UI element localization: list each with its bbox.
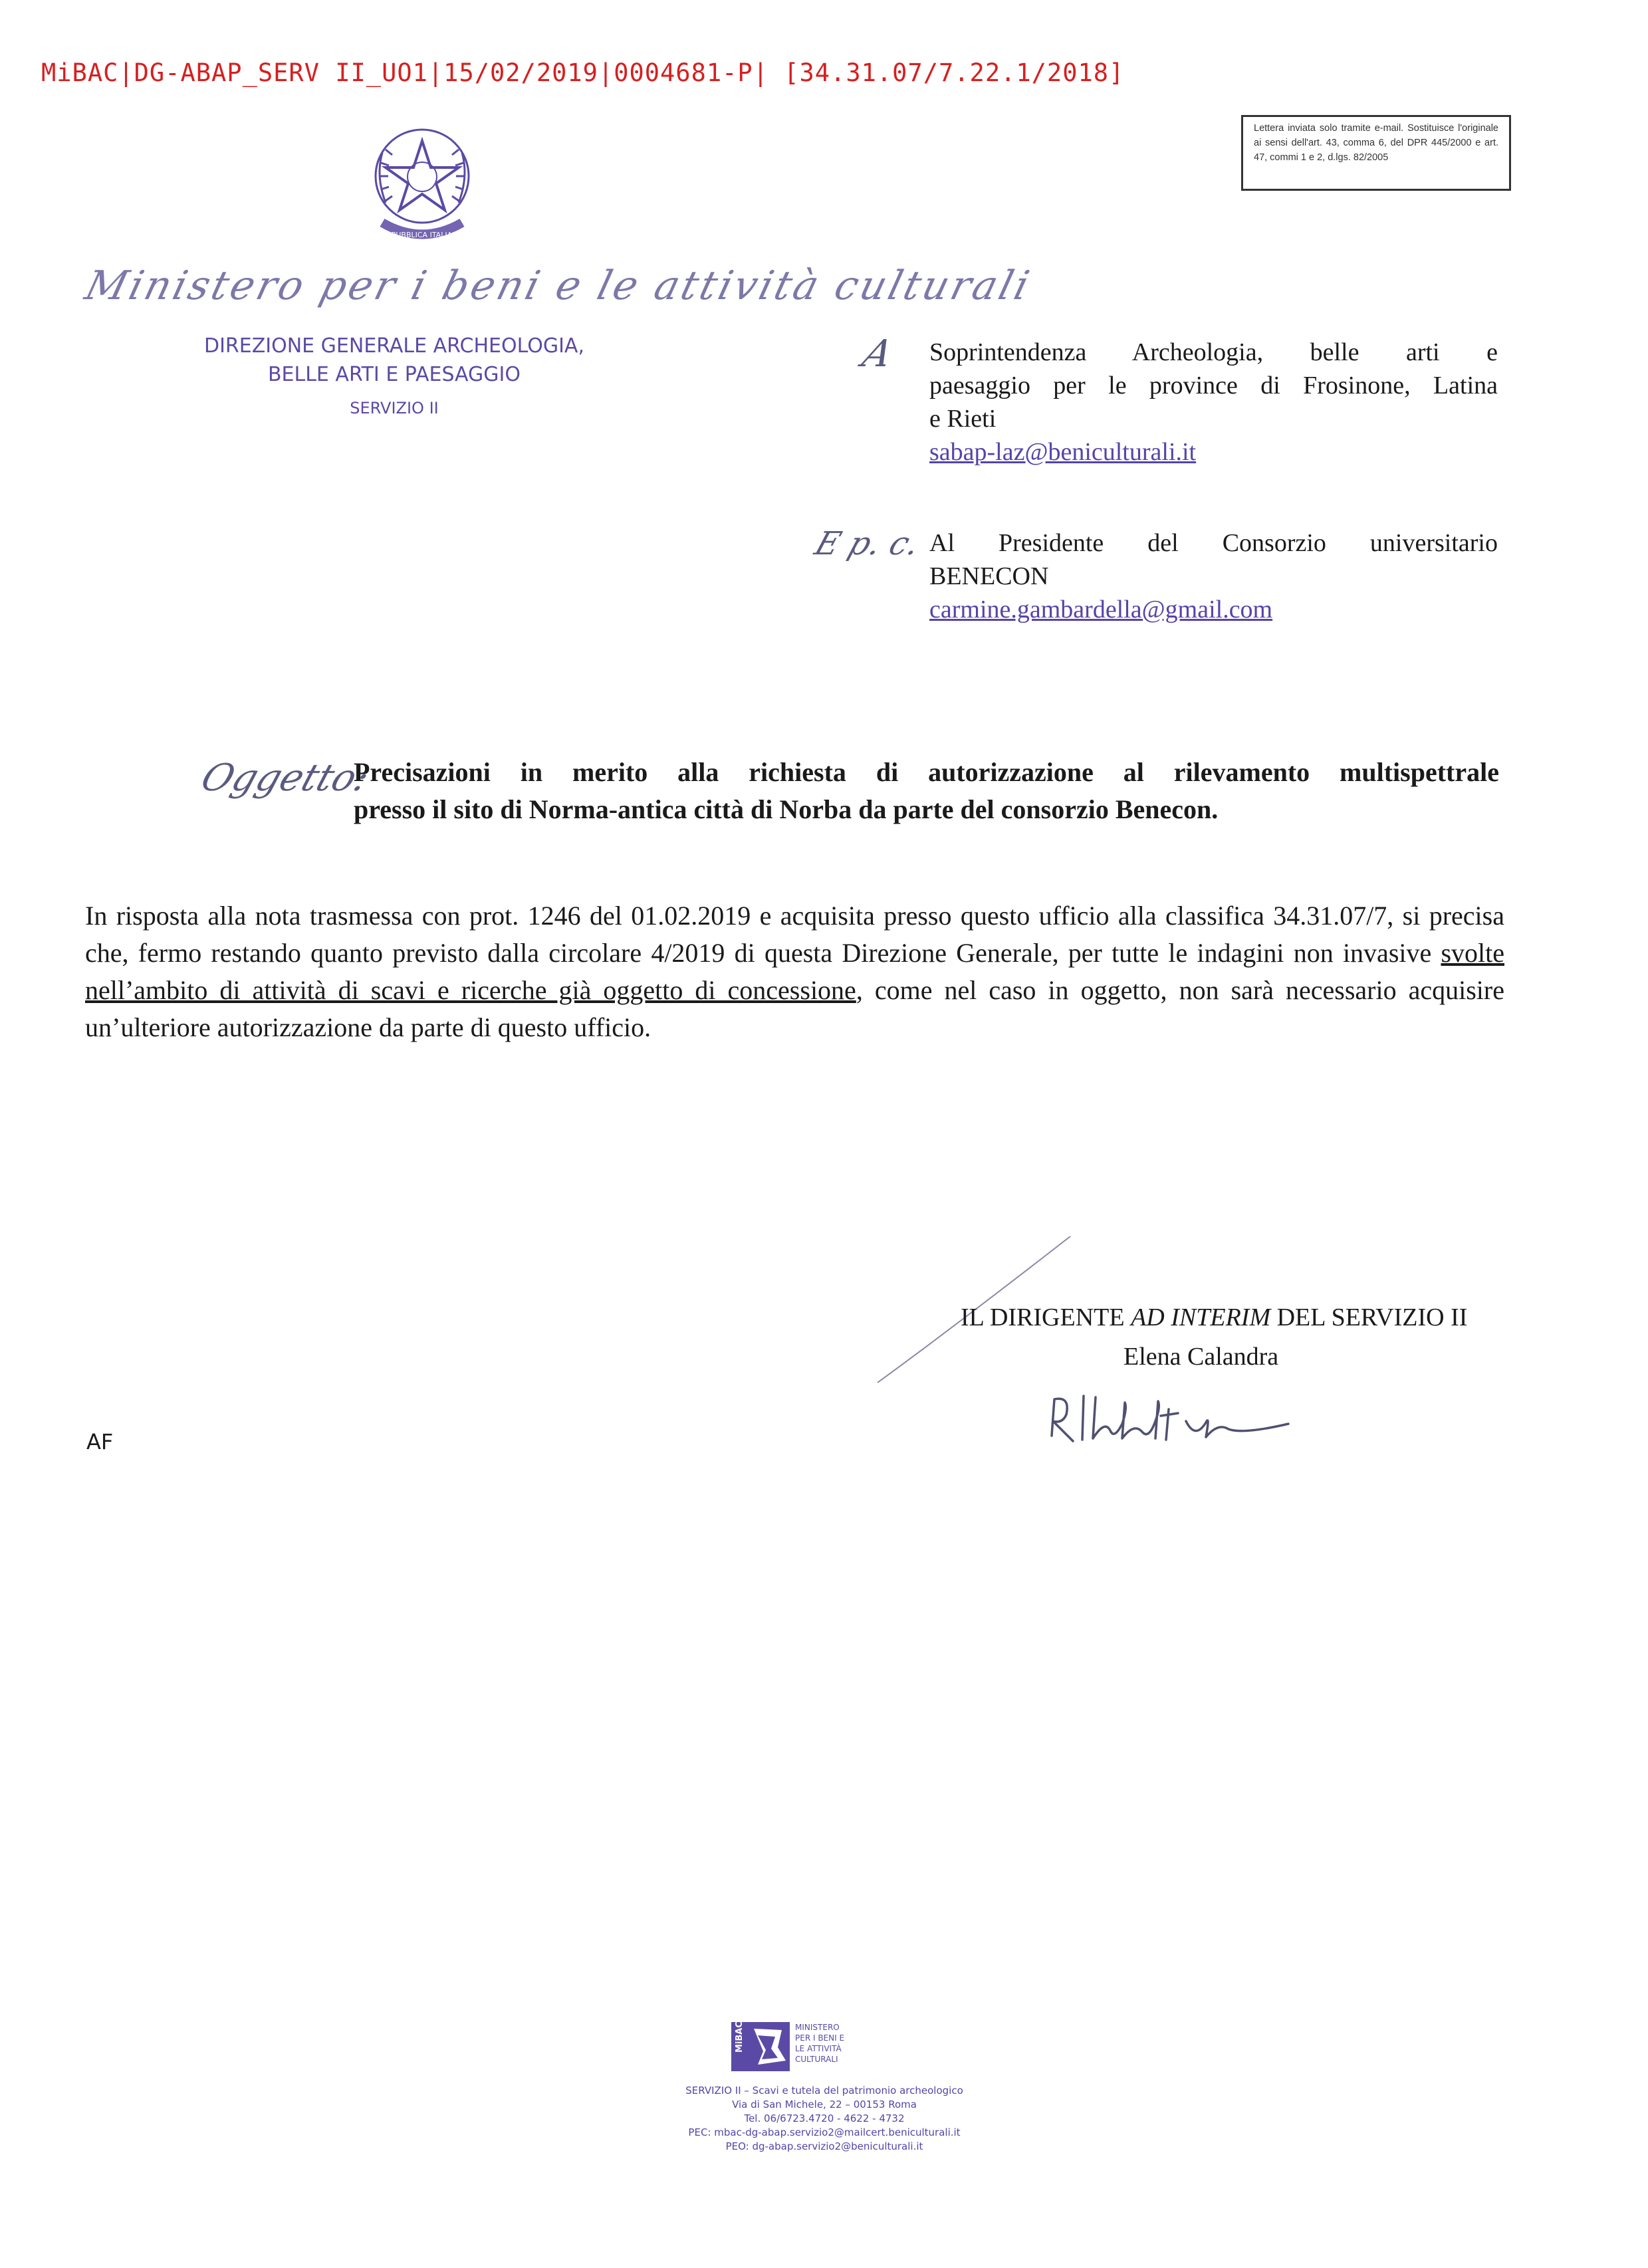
signer-name: Elena Calandra — [1123, 1343, 1279, 1371]
footer-logo-abbr: MiBAC — [735, 2021, 745, 2053]
subject-mark: Oggetto: — [195, 756, 375, 800]
footer-line-2: Via di San Michele, 22 – 00153 Roma — [732, 2098, 917, 2110]
signer-title — [961, 1303, 1467, 1332]
body-part-2: , come nel caso in oggetto, non sarà necessario acquisire un’ulteriore autorizzazione da parte di questo ufficio. — [85, 975, 1504, 1042]
footer-line-4[interactable]: PEC: mbac-dg-abap.servizio2@mailcert.beniculturali.it — [688, 2126, 961, 2138]
footer-line-5[interactable]: PEO: dg-abap.servizio2@beniculturali.it — [725, 2140, 923, 2152]
typist-initials: AF — [86, 1429, 114, 1454]
footer-line-3: Tel. 06/6723.4720 - 4622 - 4732 — [744, 2112, 905, 2124]
body-paragraph — [85, 897, 1504, 1046]
body-part-1: In risposta alla nota trasmessa con prot. 1246 del 01.02.2019 e acquisita presso questo ufficio alla classifica 34.31.07/7, si precisa che, fermo restando quanto previsto dalla circolare 4/2019 di questa Direzione Generale, per tutte le indagini non invasive — [85, 901, 1504, 968]
emblem-text: REPUBBLICA ITALIANA — [382, 231, 463, 239]
recipient-to-email-link[interactable]: sabap-laz@beniculturali.it — [929, 438, 1197, 466]
body-underlined-text: svolte nell’ambito di attività di scavi e ricerche già oggetto di concessione — [85, 938, 1504, 1005]
footer-line-1: SERVIZIO II – Scavi e tutela del patrimonio archeologico — [685, 2085, 963, 2097]
recipient-to-mark: A — [857, 332, 899, 376]
department-line-3: SERVIZIO II — [350, 399, 439, 417]
signer-title-a: IL DIRIGENTE — [961, 1304, 1131, 1331]
ministry-script-title: Ministero per i beni e le attività culturali — [80, 263, 1036, 309]
subject-block — [354, 754, 1499, 828]
footer-logo-line-1: MINISTERO — [795, 2023, 840, 2032]
recipient-cc-block — [929, 526, 1498, 626]
mibac-footer-logo — [731, 2021, 904, 2074]
recipient-cc-mark: E p. c. — [810, 525, 925, 562]
footer-logo-line-3: LE ATTIVITÀ — [795, 2044, 842, 2053]
department-line-1: DIREZIONE GENERALE ARCHEOLOGIA, — [203, 334, 584, 358]
signer-title-b: AD INTERIM — [1131, 1304, 1271, 1331]
recipient-cc-line-2: BENECON — [929, 562, 1049, 590]
department-line-2: BELLE ARTI E PAESAGGIO — [267, 363, 521, 386]
recipient-cc-email-link[interactable]: carmine.gambardella@gmail.com — [929, 596, 1273, 624]
protocol-stamp: MiBAC|DG-ABAP_SERV II_UO1|15/02/2019|0004681-P| [34.31.07/7.22.1/2018] — [41, 58, 1125, 87]
recipient-to-line-3: e Rieti — [929, 405, 997, 433]
footer-logo-line-2: PER I BENI E — [795, 2033, 845, 2043]
recipient-to-line-1: Soprintendenza Archeologia, belle arti e — [929, 338, 1498, 366]
signer-title-c: DEL SERVIZIO II — [1270, 1304, 1468, 1331]
subject-line-1: Precisazioni in merito alla richiesta di autorizzazione al rilevamento multispettrale — [354, 757, 1499, 787]
footer-address — [492, 2084, 1157, 2154]
recipient-to-line-2: paesaggio per le province di Frosinone, Latina — [929, 372, 1498, 399]
email-note-box: Lettera inviata solo tramite e-mail. Sostituisce l'originale ai sensi dell'art. 43, comma 6, del DPR 445/2000 e art. 47, commi 1 e 2, d.lgs. 82/2005 — [1241, 115, 1511, 191]
recipient-to-block — [929, 336, 1498, 469]
republic-emblem-icon — [356, 113, 489, 253]
subject-line-2: presso il sito di Norma-antica città di Norba da parte del consorzio Benecon. — [354, 794, 1219, 824]
handwritten-signature — [1044, 1383, 1296, 1456]
footer-logo-line-4: CULTURALI — [795, 2055, 838, 2064]
recipient-cc-line-1: Al Presidente del Consorzio universitario — [929, 529, 1498, 557]
